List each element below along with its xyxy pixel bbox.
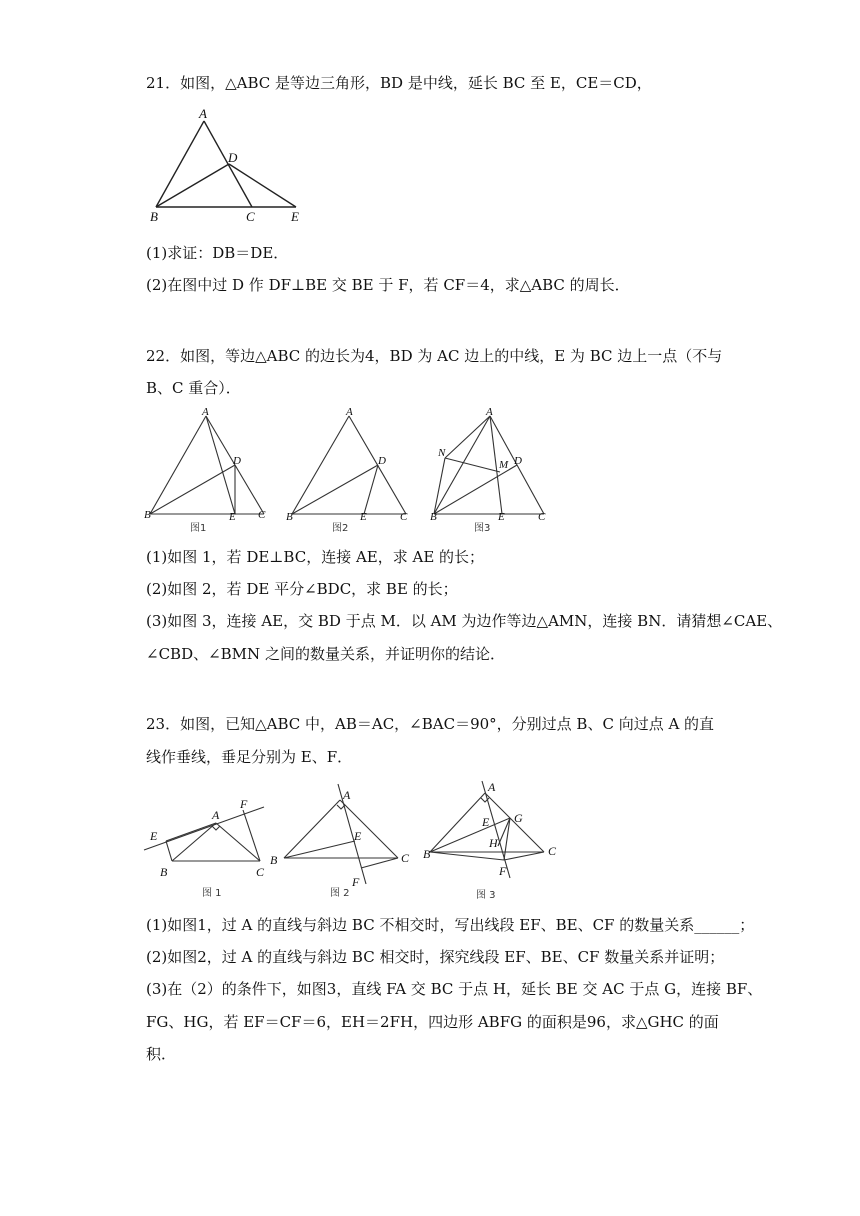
q21-part1: (1)求证：DB＝DE． [146,244,289,262]
q22-fig3-caption: 图3 [474,523,491,534]
q23-part1: (1)如图1，过 A 的直线与斜边 BC 不相交时，写出线段 EF、BE、CF 的数量关系______； [146,916,755,934]
q23-fig1-label-F: F [240,797,248,811]
q23-part3-line2: FG、HG，若 EF＝CF＝6，EH＝2FH，四边形 ABFG 的面积是96，求△GHC 的面 [146,1013,719,1031]
q21-label-B: B [150,209,158,224]
q22-fig1-label-A: A [202,406,209,418]
q23-fig1-label-A: A [212,808,220,822]
q22-fig1-label-D: D [233,455,241,467]
q22-fig3-label-A: A [486,406,493,418]
q22-part1: (1)如图 1，若 DE⊥BC，连接 AE，求 AE 的长； [146,548,485,566]
q23-part3-line3: 积． [146,1045,177,1063]
q23-fig1-label-B: B [160,865,168,879]
q23-part2: (2)如图2，过 A 的直线与斜边 BC 相交时，探究线段 EF、BE、CF 数量关系并证明； [146,948,725,966]
q22-fig2-label-D: D [378,455,386,467]
q22-fig3-label-C: C [538,511,546,523]
q22-part2: (2)如图 2，若 DE 平分∠BDC，求 BE 的长； [146,580,458,598]
q22-part3-line2: ∠CBD、∠BMN 之间的数量关系，并证明你的结论． [146,645,505,663]
q23-fig2-caption: 图 2 [330,888,350,899]
q23-fig3-label-E: E [482,815,490,829]
q22-fig2-caption: 图2 [332,523,349,534]
q23-stem-line1: 23．如图，已知△ABC 中，AB＝AC，∠BAC＝90°，分别过点 B、C 向过点 A 的直 [146,715,715,733]
q22-fig3-label-N: N [438,447,446,459]
q21-label-E: E [291,209,299,224]
q23-fig2-label-A: A [343,788,351,802]
q22-part3-line1: (3)如图 3，连接 AE，交 BD 于点 M．以 AM 为边作等边△AMN，连接 BN．请猜想∠CAE、 [146,612,783,630]
q22-fig1-caption: 图1 [190,523,207,534]
q22-stem-line2: B、C 重合）． [146,379,241,397]
q22-fig2-label-E: E [360,511,367,523]
q23-fig3-label-C: C [548,844,557,858]
q21-label-D: D [228,150,238,165]
q21-figure [140,104,320,228]
q21-label-A: A [199,106,207,121]
q22-fig1-label-C: C [258,509,266,521]
q23-fig3-caption: 图 3 [476,890,496,901]
q23-fig3-label-F: F [499,864,507,878]
q23-fig2-label-B: B [270,853,278,867]
q22-fig3-label-B: B [430,511,437,523]
q23-fig2-label-E: E [354,829,362,843]
q22-fig1-label-B: B [144,509,151,521]
q23-figures [140,778,570,904]
q23-fig2-label-C: C [401,851,410,865]
q22-fig3-label-D: D [514,455,522,467]
q22-fig2-label-A: A [346,406,353,418]
q23-fig3-label-H: H [489,836,498,850]
q23-fig2-label-F: F [352,875,360,889]
q23-fig3-label-A: A [488,780,496,794]
q23-fig3-label-G: G [514,811,523,825]
q21-stem: 21．如图，△ABC 是等边三角形，BD 是中线，延长 BC 至 E，CE＝CD， [146,74,652,92]
q22-fig1-label-E: E [229,511,236,523]
q22-fig3-label-E: E [498,511,505,523]
q23-stem-line2: 线作垂线，垂足分别为 E、F． [146,748,353,766]
q23-part3-line1: (3)在（2）的条件下，如图3，直线 FA 交 BC 于点 H，延长 BE 交 AC 于点 G，连接 BF、 [146,980,763,998]
q21-label-C: C [246,209,255,224]
q23-fig1-caption: 图 1 [202,888,222,899]
q22-figures [140,404,560,536]
q23-fig3-label-B: B [423,847,431,861]
q22-fig2-label-C: C [400,511,408,523]
q23-fig1-label-C: C [256,865,265,879]
q22-fig3-label-M: M [499,459,509,471]
q23-fig1-label-E: E [150,829,158,843]
q22-fig2-label-B: B [286,511,293,523]
q21-part2: (2)在图中过 D 作 DF⊥BE 交 BE 于 F，若 CF＝4，求△ABC 的周长． [146,276,630,294]
q22-stem-line1: 22．如图，等边△ABC 的边长为4，BD 为 AC 边上的中线，E 为 BC 边上一点（不与 [146,347,723,365]
